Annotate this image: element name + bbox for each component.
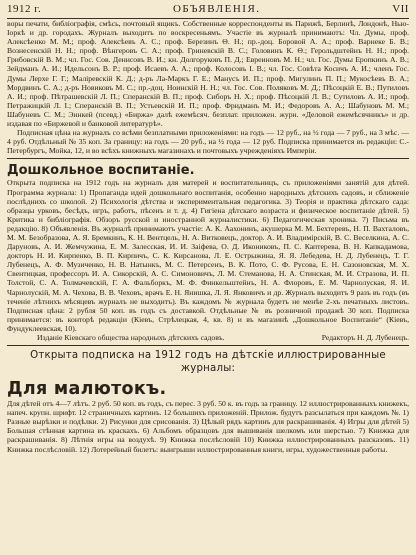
doshkolnoe-heading-row — [7, 162, 409, 178]
top-ad-paragraph-1: воры печати, библіографія, смѣсь, почтовый ящикъ. Собственные корреспонденты въ Парижѣ, Берлинѣ, Лондонѣ, Нью-Іоркѣ и др. городахъ. Журналъ выходитъ по воскресеньямъ. Участіе въ журналѣ принимаютъ: Чл. Думы, проф. Алексѣенко М. М.; проф. Алексѣевъ А. С.; проф. Березинъ Ѳ. Н.; пр.-доц. Боровой А. А.; проф. Варнеке Б. В.; Вознесенскій Н. Н.; проф. Вѣнгеровъ С. А.; проф. Гриневскій В. С.; Головинъ К. Ѳ.; Герольдштейнъ Н. Н.; проф. Грибовскій В. М.; чл. Гос. Сов. Денисовъ В. И.; кн. Долгоруковъ П. Д.; Евреиновъ М. Н.; чл. Гос. Думы Еропкинъ А. В.; Зейдманъ А. И.; Идельсонъ В. Р.; проф. Исаевъ А. А.; проф. Колосовъ І. В.; чл. Гос. Совѣта Косичъ А. И.; членъ Гос. Думы Лерхе Г. Г.; Маліревскій К. Д.; д-ръ Ла-Маркъ Г. Е.; Манусъ И. П.; проф. Мигулинъ П. П.; Мукосѣевъ В. А.; Мордвинъ С. А.; д-ръ Новиковъ М. С.; пр.-доц. Ноинскій Н. Н.; чл. Гос. Сов. Поляковъ М. Д.; Пѣсоцкій Е. В.; Путиловъ А. И.; проф. Пѣтрашевскій Л. П.; Сперанскій В. П.; проф. Сиборъ Н. Х.; проф. Пѣсоцкій Л. В.; Сутиловъ А. И.; проф. Петражицкій Л. І.; Сперанскій В. П.; Устьевскій И. П.; проф. Фридманъ М. И.; Федоровъ А. А.; Шабуновъ М. М.; Шабуневъ С. М.; Эннкей (псевд.) «Биржа» далѣ ежемѣсяч. безплат. приложен. журн. «Деловой ежемѣсячникъ» и др. издавая по «Биржевой и банковой литературѣ». — [7, 19, 409, 129]
doshkolnoe-body: Открыта подписка на 1912 годъ на журналъ для матерей и воспитательницъ, съ приложеніями занятій для дѣтей. Программа журнала: 1) Пропаганда идей дошкольнаго воспитанія, особенно народныхъ дѣтскихъ садовъ, и сближеніе послѣднихъ со школой. 2) Психологія дѣтства и экспериментальная педагогика. 3) Теорія и практика дѣтскаго сада: образцы урковъ, бесѣдъ, игръ, работъ, пѣсенъ и т. д. 4) Гигіена дѣтскаго возраста и физическое воспитаніе дѣтей. 5) Критика и библіографія. Обзоръ русской и иностранной журналистики. 6) Педагогическая хроника. 7) Письма въ редакцію. 8) Объявленія. Въ журналѣ принимаютъ участіе: А. К. Аахонинъ, акушерка М. М. Бехтеревъ, Н. П. Вахталовъ, М. М. Безобразова, А. Я. Бремкинъ, К. Н. Вентцель, Н. А. Витковецъ, доктор. А. И. Владимірскій, В. С. Веселкина, А. С. Даруновъ, А. И. Жемчужина, Е. М. Залесская, И. И. Заіфева, О. Д. Икониковъ, П. С. Каптерева, В. Н. Капкадамова, докторъ Н. И. Кирпенко, В. П. Кирпичъ, С. К. Кирсанова, Л. Е. Острыжина, Я. Я. Лебедева, Н. Д. Лубенецъ, Т. Г. Лубенецъ, А. Ф. Музиченко, Н. В. Натынкъ, М. С. Петерсенъ, В. К. Пото, С. Ф. Русова, Е. Н. Сазоновская, М. Х. Свентицкая, профессоръ И. А. Сикорскій, А. С. Симоновичъ, Л. М. Стеманова, Н. А. Стинская, М. И. Стразова, И. П. Толстой, С. А. Толмачевскій, Г. А. Фальборкъ, М. Ф. Финкельштейнъ, Н. А. Флоровъ, Е. М. Чарнолуская, Я. И. Чарнолускій, М. А. Чехова, В. В. Чеховъ, врачъ Е. Н. Янишка, Л. Я. Янковичъ и др. Журналъ выходитъ 9 разъ въ годъ (въ теченіе лѣтнихъ мѣсяцевъ журналъ не выходитъ). Въ каждомъ № журнала будетъ не менѣе 2-хъ печатныхъ листовъ. Подписная цѣна: 2 рубля 50 коп. въ годъ съ доставкой. Отдѣльные № въ розничной продажѣ 30 коп. Подписка принимается: въ конторѣ редакціи (Кіевъ, Стрѣлецкая, 4, кв. 8) и въ магазинѣ „Дошкольное Воспитаніе“ (Кіевъ, Фундуклеевская, 10). — [7, 178, 409, 333]
malyutok-heading-row — [7, 379, 409, 399]
header-page-number: VII — [392, 3, 409, 15]
top-ad-paragraph-2: Подписная цѣна на журналъ со всѣми безплатными приложеніями: на годъ — 12 руб., на ½ года — 7 руб., на 3 мѣс. — 4 руб. Отдѣльный № 35 коп. За границу: на годъ — 20 руб., на ½ года — 12 руб. Подписка принимается въ редакціи: С.-Петербургъ, Мойка, 12, и во всѣхъ книжныхъ магазинахъ и почтовыхъ учрежденіяхъ Имперіи. — [7, 128, 409, 156]
section-divider — [7, 345, 409, 346]
top-advertisement — [7, 19, 409, 155]
header-year: 1912 г. — [7, 3, 42, 15]
doshkolnoe-vospitanie-advertisement — [7, 162, 409, 342]
dlya-malyutok-advertisement — [7, 379, 409, 454]
subscription-banner: Открыта подписка на 1912 годъ на дѣтскіе иллюстрированные журналы: — [30, 350, 386, 375]
doshkolnoe-credits — [7, 333, 409, 342]
doshkolnoe-title: Дошкольное воспитаніе. — [7, 163, 195, 179]
malyutok-title: Для малютокъ. — [7, 379, 167, 400]
doshkolnoe-editor: Редакторъ Н. Д. Лубенецъ. — [321, 333, 409, 342]
section-divider — [7, 158, 409, 159]
page-header — [7, 3, 409, 19]
malyutok-body: Для дѣтей отъ 4—7 лѣтъ. 2 руб. 50 коп. въ годъ, съ перес. 3 руб. 50 к. въ годъ за границу. 12 иллюстрированныхъ книжекъ, напеч. крупн. шрифт. 12 страничныхъ картинъ. 12 большихъ приложеній. Прилож. будутъ разсылаться при каждомъ №. 1) Разные вырѣзки и подѣлки. 2) Рисунки для срисованія. 3) Цѣлый рядъ картинъ для раскрашиванія. 4) Игры для дѣтей 5) Большая стѣнная картина въ краскахъ. 6) Альбомъ образцовъ для вышиванія шелкомъ или шерстью. 7) Книжка для раскрашиванія. 8) Лѣтнія игры на воздухѣ. 9) Книжка послѣсловій 10) Книжка иллюстрированныхъ разсказовъ. 11) Книжка послѣсловій. 12) Лотерейный билетъ: выигрыши иллюстрированныя книги, игры, художественныя работы. — [7, 399, 409, 454]
header-title: ОБЪЯВЛЕНІЯ. — [172, 3, 261, 15]
doshkolnoe-publisher: Изданіе Кіевскаго общества народныхъ дѣтскихъ садовъ. — [37, 333, 225, 342]
